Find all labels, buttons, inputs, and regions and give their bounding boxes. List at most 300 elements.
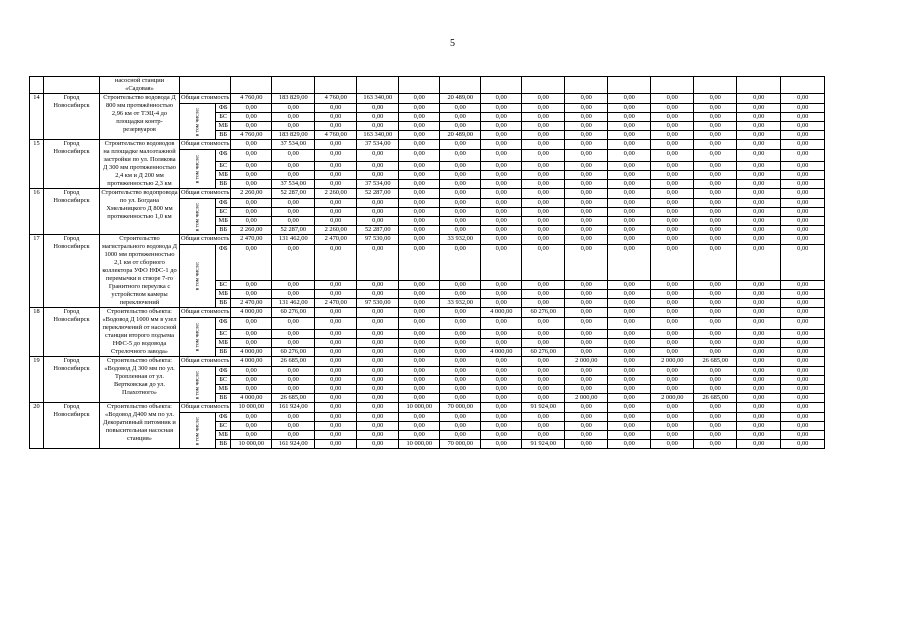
value-cell: 0,00 xyxy=(481,140,522,150)
value-cell: 0,00 xyxy=(272,318,315,330)
value-cell: 60 276,00 xyxy=(522,308,565,318)
value-cell: 0,00 xyxy=(694,330,737,339)
value-cell: 0,00 xyxy=(781,171,825,180)
value-cell: 4 000,00 xyxy=(231,348,272,357)
value-cell: 0,00 xyxy=(651,431,694,440)
budget-source-label: ВБ xyxy=(216,131,231,140)
value-cell: 0,00 xyxy=(481,245,522,281)
value-cell: 0,00 xyxy=(565,217,608,226)
value-cell: 0,00 xyxy=(651,189,694,199)
value-cell: 0,00 xyxy=(565,171,608,180)
value-cell: 0,00 xyxy=(694,308,737,318)
value-cell: 0,00 xyxy=(357,122,399,131)
city-cell: Город Новосибирск xyxy=(44,403,100,449)
value-cell: 0,00 xyxy=(357,171,399,180)
including-label: в том числе: xyxy=(194,322,201,352)
value-cell: 0,00 xyxy=(522,171,565,180)
value-cell: 0,00 xyxy=(399,431,440,440)
value-cell: 0,00 xyxy=(737,113,781,122)
value-cell: 0,00 xyxy=(565,440,608,449)
value-cell: 0,00 xyxy=(399,113,440,122)
value-cell: 0,00 xyxy=(737,431,781,440)
value-cell: 0,00 xyxy=(608,422,651,431)
value-cell: 0,00 xyxy=(694,413,737,422)
value-cell: 4 000,00 xyxy=(481,308,522,318)
value-cell: 0,00 xyxy=(440,104,481,113)
value-cell: 0,00 xyxy=(694,94,737,104)
value-cell xyxy=(231,77,272,94)
value-cell: 0,00 xyxy=(315,339,357,348)
value-cell: 4 760,00 xyxy=(231,94,272,104)
value-cell: 0,00 xyxy=(608,281,651,290)
value-cell: 0,00 xyxy=(315,104,357,113)
value-cell: 0,00 xyxy=(651,413,694,422)
value-cell: 0,00 xyxy=(565,235,608,245)
value-cell: 0,00 xyxy=(781,367,825,376)
value-cell: 0,00 xyxy=(781,348,825,357)
value-cell: 0,00 xyxy=(737,104,781,113)
value-cell: 131 462,00 xyxy=(272,235,315,245)
value-cell: 161 924,00 xyxy=(272,440,315,449)
project-description-cell: Строительство объекта: «Водовод Д400 мм по ул. Декоративный питомник и повысительная насосная станция» xyxy=(100,403,180,449)
value-cell: 0,00 xyxy=(737,140,781,150)
value-cell: 0,00 xyxy=(737,394,781,403)
value-cell: 0,00 xyxy=(781,376,825,385)
value-cell: 0,00 xyxy=(608,171,651,180)
value-cell: 26 685,00 xyxy=(272,394,315,403)
budget-source-label: ВБ xyxy=(216,226,231,235)
value-cell: 0,00 xyxy=(440,422,481,431)
value-cell: 0,00 xyxy=(781,94,825,104)
budget-source-label: МБ xyxy=(216,122,231,131)
value-cell: 0,00 xyxy=(399,367,440,376)
value-cell: 0,00 xyxy=(399,413,440,422)
value-cell: 10 000,00 xyxy=(399,403,440,413)
value-cell: 0,00 xyxy=(440,150,481,162)
value-cell: 0,00 xyxy=(737,299,781,308)
value-cell: 0,00 xyxy=(781,357,825,367)
value-cell: 0,00 xyxy=(651,140,694,150)
value-cell: 0,00 xyxy=(315,440,357,449)
value-cell: 0,00 xyxy=(608,94,651,104)
value-cell: 0,00 xyxy=(522,226,565,235)
value-cell: 4 000,00 xyxy=(231,308,272,318)
value-cell: 10 000,00 xyxy=(399,440,440,449)
value-cell: 0,00 xyxy=(231,413,272,422)
value-cell: 0,00 xyxy=(737,150,781,162)
value-cell: 0,00 xyxy=(565,140,608,150)
row-number-cell xyxy=(30,77,44,94)
value-cell: 0,00 xyxy=(565,208,608,217)
value-cell: 0,00 xyxy=(565,122,608,131)
value-cell: 0,00 xyxy=(694,122,737,131)
value-cell: 0,00 xyxy=(608,339,651,348)
city-cell xyxy=(44,77,100,94)
value-cell: 52 287,00 xyxy=(357,189,399,199)
value-cell: 0,00 xyxy=(315,403,357,413)
budget-source-label: БС xyxy=(216,330,231,339)
value-cell: 0,00 xyxy=(399,318,440,330)
budget-source-label: БС xyxy=(216,376,231,385)
value-cell: 2 000,00 xyxy=(565,394,608,403)
value-cell: 0,00 xyxy=(522,113,565,122)
value-cell: 0,00 xyxy=(399,94,440,104)
value-cell: 0,00 xyxy=(608,122,651,131)
value-cell: 0,00 xyxy=(694,440,737,449)
value-cell: 0,00 xyxy=(608,226,651,235)
city-cell: Город Новосибирск xyxy=(44,94,100,140)
value-cell: 0,00 xyxy=(694,385,737,394)
value-cell: 0,00 xyxy=(608,104,651,113)
value-cell: 0,00 xyxy=(651,318,694,330)
value-cell: 0,00 xyxy=(608,413,651,422)
value-cell xyxy=(315,77,357,94)
value-cell: 0,00 xyxy=(440,140,481,150)
value-cell: 0,00 xyxy=(522,376,565,385)
value-cell: 0,00 xyxy=(565,318,608,330)
value-cell: 91 924,00 xyxy=(522,403,565,413)
value-cell: 0,00 xyxy=(272,162,315,171)
value-cell: 0,00 xyxy=(781,113,825,122)
budget-source-label: ФБ xyxy=(216,367,231,376)
total-cost-label: Общая стоимость xyxy=(180,140,231,150)
value-cell: 0,00 xyxy=(608,162,651,171)
value-cell: 0,00 xyxy=(231,171,272,180)
value-cell: 0,00 xyxy=(231,376,272,385)
page-number: 5 xyxy=(450,38,455,49)
budget-source-label: МБ xyxy=(216,339,231,348)
value-cell: 2 000,00 xyxy=(565,357,608,367)
total-cost-label: Общая стоимость xyxy=(180,235,231,245)
value-cell: 70 000,00 xyxy=(440,403,481,413)
value-cell: 0,00 xyxy=(565,94,608,104)
value-cell: 0,00 xyxy=(694,290,737,299)
value-cell xyxy=(608,77,651,94)
value-cell: 0,00 xyxy=(440,431,481,440)
project-description-cell: Строительство магистрального водовода Д 1000 мм протяженностью 2,1 км от сборного коллектора УФО НФС-1 до перемычки в створе 7-го Гранитного переулка с устройством камеры переключений xyxy=(100,235,180,308)
value-cell: 0,00 xyxy=(399,171,440,180)
value-cell: 0,00 xyxy=(651,217,694,226)
total-cost-label: Общая стоимость xyxy=(180,94,231,104)
value-cell: 0,00 xyxy=(522,385,565,394)
value-cell: 0,00 xyxy=(651,104,694,113)
value-cell: 0,00 xyxy=(522,131,565,140)
value-cell: 0,00 xyxy=(565,226,608,235)
value-cell: 0,00 xyxy=(651,162,694,171)
value-cell: 0,00 xyxy=(440,217,481,226)
value-cell: 0,00 xyxy=(399,339,440,348)
value-cell: 2 260,00 xyxy=(315,226,357,235)
value-cell: 0,00 xyxy=(231,385,272,394)
value-cell: 0,00 xyxy=(737,235,781,245)
value-cell: 0,00 xyxy=(272,330,315,339)
value-cell: 0,00 xyxy=(737,94,781,104)
value-cell: 0,00 xyxy=(440,226,481,235)
value-cell: 0,00 xyxy=(781,235,825,245)
value-cell: 2 260,00 xyxy=(231,226,272,235)
value-cell: 0,00 xyxy=(565,367,608,376)
value-cell: 0,00 xyxy=(694,235,737,245)
value-cell: 0,00 xyxy=(651,113,694,122)
including-label: в том числе: xyxy=(194,370,201,399)
value-cell: 0,00 xyxy=(737,385,781,394)
budget-source-label: БС xyxy=(216,113,231,122)
value-cell: 0,00 xyxy=(651,208,694,217)
budget-source-label: БС xyxy=(216,422,231,431)
value-cell: 0,00 xyxy=(440,162,481,171)
value-cell: 0,00 xyxy=(781,226,825,235)
budget-source-label: БС xyxy=(216,162,231,171)
value-cell: 0,00 xyxy=(781,162,825,171)
value-cell: 0,00 xyxy=(481,150,522,162)
value-cell: 0,00 xyxy=(565,189,608,199)
value-cell: 0,00 xyxy=(737,122,781,131)
value-cell: 0,00 xyxy=(694,113,737,122)
value-cell: 0,00 xyxy=(608,299,651,308)
budget-source-label: ФБ xyxy=(216,245,231,281)
value-cell: 0,00 xyxy=(694,199,737,208)
including-label-cell xyxy=(180,199,216,235)
value-cell: 0,00 xyxy=(565,339,608,348)
value-cell: 0,00 xyxy=(522,208,565,217)
value-cell: 0,00 xyxy=(272,104,315,113)
value-cell: 0,00 xyxy=(399,422,440,431)
value-cell: 0,00 xyxy=(272,245,315,281)
value-cell: 0,00 xyxy=(357,330,399,339)
value-cell: 0,00 xyxy=(522,357,565,367)
value-cell: 0,00 xyxy=(357,199,399,208)
value-cell: 0,00 xyxy=(231,122,272,131)
including-label: в том числе: xyxy=(194,202,201,231)
value-cell: 0,00 xyxy=(481,208,522,217)
value-cell: 0,00 xyxy=(399,348,440,357)
value-cell: 37 534,00 xyxy=(357,180,399,189)
budget-source-label: ФБ xyxy=(216,199,231,208)
value-cell: 52 287,00 xyxy=(357,226,399,235)
value-cell: 2 260,00 xyxy=(231,189,272,199)
value-cell: 0,00 xyxy=(694,245,737,281)
value-cell: 0,00 xyxy=(481,226,522,235)
continuation-text: насосной станции «Садовая» xyxy=(100,77,180,94)
including-label-cell xyxy=(180,104,216,140)
value-cell: 0,00 xyxy=(781,104,825,113)
value-cell: 0,00 xyxy=(357,348,399,357)
value-cell: 163 340,00 xyxy=(357,131,399,140)
value-cell: 0,00 xyxy=(608,199,651,208)
value-cell: 0,00 xyxy=(565,131,608,140)
value-cell: 0,00 xyxy=(651,376,694,385)
value-cell: 0,00 xyxy=(651,385,694,394)
value-cell xyxy=(357,77,399,94)
value-cell: 0,00 xyxy=(608,113,651,122)
value-cell: 0,00 xyxy=(737,290,781,299)
value-cell: 0,00 xyxy=(315,330,357,339)
value-cell: 4 760,00 xyxy=(315,131,357,140)
value-cell: 37 534,00 xyxy=(272,180,315,189)
value-cell: 0,00 xyxy=(781,394,825,403)
city-cell: Город Новосибирск xyxy=(44,308,100,357)
value-cell: 0,00 xyxy=(565,281,608,290)
value-cell: 0,00 xyxy=(651,226,694,235)
value-cell: 0,00 xyxy=(608,348,651,357)
value-cell: 0,00 xyxy=(565,348,608,357)
value-cell: 0,00 xyxy=(651,422,694,431)
value-cell: 0,00 xyxy=(231,330,272,339)
value-cell: 0,00 xyxy=(231,290,272,299)
value-cell: 0,00 xyxy=(522,413,565,422)
value-cell: 10 000,00 xyxy=(231,403,272,413)
budget-source-label: ВБ xyxy=(216,394,231,403)
budget-table xyxy=(29,76,825,449)
project-description-cell: Строительство объекта: «Водовод Д 300 мм по ул. Тропленная от ул. Вертковская до ул. Плахотного» xyxy=(100,357,180,403)
value-cell: 0,00 xyxy=(399,385,440,394)
value-cell: 0,00 xyxy=(440,348,481,357)
value-cell: 0,00 xyxy=(522,189,565,199)
value-cell: 0,00 xyxy=(565,199,608,208)
value-cell: 0,00 xyxy=(522,318,565,330)
value-cell: 183 829,00 xyxy=(272,94,315,104)
value-cell: 0,00 xyxy=(694,217,737,226)
value-cell: 0,00 xyxy=(231,150,272,162)
value-cell: 0,00 xyxy=(737,440,781,449)
value-cell: 0,00 xyxy=(608,431,651,440)
value-cell: 0,00 xyxy=(272,217,315,226)
total-cost-label: Общая стоимость xyxy=(180,403,231,413)
value-cell: 0,00 xyxy=(737,226,781,235)
value-cell: 0,00 xyxy=(440,413,481,422)
value-cell xyxy=(522,77,565,94)
value-cell: 0,00 xyxy=(440,318,481,330)
value-cell: 0,00 xyxy=(781,281,825,290)
value-cell: 0,00 xyxy=(272,150,315,162)
value-cell: 0,00 xyxy=(231,217,272,226)
value-cell: 183 829,00 xyxy=(272,131,315,140)
value-cell: 0,00 xyxy=(315,357,357,367)
value-cell: 2 470,00 xyxy=(315,235,357,245)
value-cell: 0,00 xyxy=(565,376,608,385)
value-cell: 0,00 xyxy=(481,131,522,140)
value-cell: 0,00 xyxy=(481,385,522,394)
value-cell: 0,00 xyxy=(608,180,651,189)
value-cell: 0,00 xyxy=(522,217,565,226)
value-cell: 0,00 xyxy=(522,140,565,150)
including-label-cell xyxy=(180,245,216,308)
value-cell: 0,00 xyxy=(399,140,440,150)
value-cell: 0,00 xyxy=(522,367,565,376)
project-description-cell: Строительство водопровода по ул. Богдана Хмельницкого Д 800 мм протяженностью 1,0 км xyxy=(100,189,180,235)
value-cell: 0,00 xyxy=(651,440,694,449)
value-cell: 0,00 xyxy=(522,299,565,308)
value-cell: 0,00 xyxy=(522,122,565,131)
budget-source-label: МБ xyxy=(216,431,231,440)
value-cell: 0,00 xyxy=(522,330,565,339)
value-cell: 0,00 xyxy=(440,385,481,394)
value-cell: 0,00 xyxy=(440,245,481,281)
value-cell: 0,00 xyxy=(315,113,357,122)
value-cell: 20 489,00 xyxy=(440,131,481,140)
value-cell: 0,00 xyxy=(440,281,481,290)
value-cell: 0,00 xyxy=(608,394,651,403)
value-cell: 0,00 xyxy=(522,180,565,189)
value-cell: 4 760,00 xyxy=(231,131,272,140)
value-cell: 0,00 xyxy=(694,403,737,413)
value-cell: 0,00 xyxy=(357,394,399,403)
value-cell: 0,00 xyxy=(608,131,651,140)
value-cell: 2 470,00 xyxy=(231,235,272,245)
value-cell: 0,00 xyxy=(608,140,651,150)
value-cell: 0,00 xyxy=(481,376,522,385)
value-cell: 0,00 xyxy=(399,150,440,162)
value-cell: 0,00 xyxy=(399,208,440,217)
value-cell: 0,00 xyxy=(481,189,522,199)
value-cell: 0,00 xyxy=(694,131,737,140)
value-cell: 20 489,00 xyxy=(440,94,481,104)
budget-source-label: ВБ xyxy=(216,440,231,449)
value-cell: 0,00 xyxy=(694,422,737,431)
value-cell: 0,00 xyxy=(231,180,272,189)
value-cell: 0,00 xyxy=(781,330,825,339)
value-cell: 0,00 xyxy=(565,162,608,171)
value-cell: 0,00 xyxy=(357,245,399,281)
value-cell: 0,00 xyxy=(608,385,651,394)
budget-source-label: ВБ xyxy=(216,299,231,308)
value-cell: 0,00 xyxy=(608,357,651,367)
value-cell: 0,00 xyxy=(694,431,737,440)
value-cell: 0,00 xyxy=(781,180,825,189)
value-cell: 0,00 xyxy=(781,440,825,449)
value-cell: 0,00 xyxy=(315,150,357,162)
value-cell: 0,00 xyxy=(781,150,825,162)
value-cell: 0,00 xyxy=(608,235,651,245)
value-cell: 0,00 xyxy=(522,290,565,299)
value-cell: 0,00 xyxy=(440,171,481,180)
value-cell: 0,00 xyxy=(565,290,608,299)
value-cell: 0,00 xyxy=(737,403,781,413)
value-cell: 0,00 xyxy=(781,189,825,199)
value-cell: 0,00 xyxy=(522,281,565,290)
value-cell: 0,00 xyxy=(399,330,440,339)
value-cell: 0,00 xyxy=(651,171,694,180)
value-cell: 0,00 xyxy=(694,150,737,162)
value-cell: 0,00 xyxy=(481,403,522,413)
value-cell: 0,00 xyxy=(357,376,399,385)
value-cell: 0,00 xyxy=(315,140,357,150)
value-cell: 0,00 xyxy=(651,339,694,348)
value-cell: 0,00 xyxy=(440,339,481,348)
value-cell: 0,00 xyxy=(231,140,272,150)
value-cell: 0,00 xyxy=(481,199,522,208)
value-cell: 0,00 xyxy=(781,422,825,431)
table-row xyxy=(30,403,825,413)
value-cell: 0,00 xyxy=(315,348,357,357)
value-cell: 26 685,00 xyxy=(694,357,737,367)
value-cell: 0,00 xyxy=(737,245,781,281)
value-cell: 26 685,00 xyxy=(694,394,737,403)
value-cell: 0,00 xyxy=(737,180,781,189)
value-cell: 0,00 xyxy=(565,422,608,431)
value-cell: 0,00 xyxy=(399,226,440,235)
value-cell: 0,00 xyxy=(357,217,399,226)
value-cell xyxy=(737,77,781,94)
row-number-cell: 18 xyxy=(30,308,44,357)
value-cell: 0,00 xyxy=(651,245,694,281)
value-cell: 4 000,00 xyxy=(231,357,272,367)
value-cell: 0,00 xyxy=(522,94,565,104)
value-cell: 0,00 xyxy=(608,208,651,217)
value-cell: 0,00 xyxy=(357,104,399,113)
value-cell: 0,00 xyxy=(565,299,608,308)
table-row xyxy=(30,94,825,104)
